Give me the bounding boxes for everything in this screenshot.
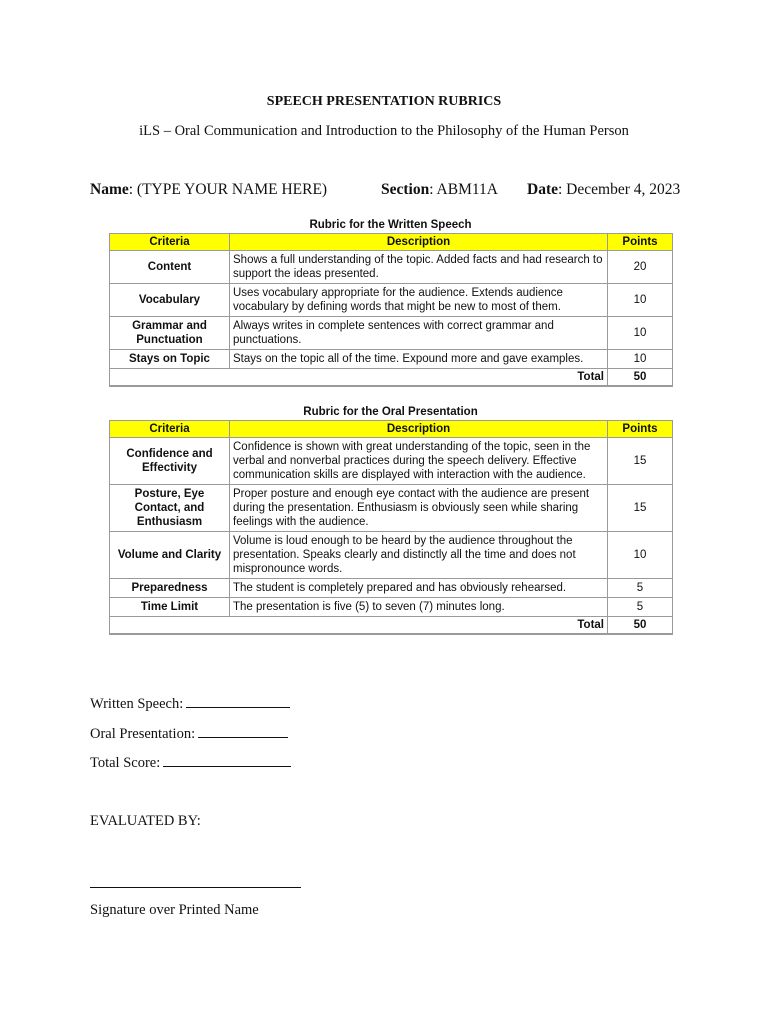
table-row: [110, 485, 673, 532]
criteria-header: Criteria: [110, 421, 230, 438]
criteria-cell: Stays on Topic: [110, 350, 230, 369]
criteria-header: Criteria: [110, 234, 230, 251]
name-label: Name: [90, 181, 129, 198]
criteria-cell: Vocabulary: [110, 284, 230, 317]
description-cell: Confidence is shown with great understanding of the topic, seen in the verbal and nonverbal practices during the speech delivery. Effective communication skills are displayed with interaction with the audience.: [230, 438, 608, 485]
description-header: Description: [230, 421, 608, 438]
total-row: [110, 369, 673, 387]
table-row: [110, 317, 673, 350]
table-row: [110, 438, 673, 485]
oral-rubric: [109, 405, 672, 635]
oral-rubric-table: [109, 420, 673, 635]
description-cell: Stays on the topic all of the time. Expound more and gave examples.: [230, 350, 608, 369]
table-row: [110, 350, 673, 369]
points-header: Points: [608, 234, 673, 251]
oral-presentation-blank[interactable]: [198, 725, 288, 738]
points-cell: 10: [608, 284, 673, 317]
criteria-cell: Volume and Clarity: [110, 532, 230, 579]
date-label: Date: [527, 181, 558, 198]
written-rubric-table: [109, 233, 673, 387]
table-row: [110, 579, 673, 598]
written-speech-score: [90, 695, 290, 713]
written-speech-blank[interactable]: [186, 695, 290, 708]
oral-presentation-label: Oral Presentation:: [90, 726, 196, 742]
points-cell: 5: [608, 579, 673, 598]
points-cell: 15: [608, 438, 673, 485]
total-label: Total: [230, 369, 608, 387]
document-title: SPEECH PRESENTATION RUBRICS: [266, 94, 502, 109]
points-cell: 10: [608, 532, 673, 579]
points-header: Points: [608, 421, 673, 438]
total-row: [110, 617, 673, 635]
table-header-row: [110, 421, 673, 438]
document-subtitle: iLS – Oral Communication and Introduction to the Philosophy of the Human Person: [139, 123, 629, 139]
table-row: [110, 598, 673, 617]
section-value: : ABM11A: [429, 181, 498, 198]
criteria-cell: Preparedness: [110, 579, 230, 598]
date-value: : December 4, 2023: [558, 181, 681, 198]
table-row: [110, 532, 673, 579]
description-header: Description: [230, 234, 608, 251]
total-points: 50: [608, 617, 673, 635]
points-cell: 10: [608, 317, 673, 350]
oral-presentation-score: [90, 725, 288, 743]
points-cell: 15: [608, 485, 673, 532]
signature-caption: Signature over Printed Name: [90, 902, 259, 918]
written-speech-label: Written Speech:: [90, 696, 184, 712]
description-cell: Volume is loud enough to be heard by the audience throughout the presentation. Speaks clearly and distinctly all the time and does not mispronounce words.: [230, 532, 608, 579]
criteria-cell: Posture, Eye Contact, and Enthusiasm: [110, 485, 230, 532]
total-score-blank[interactable]: [163, 754, 291, 767]
points-cell: 5: [608, 598, 673, 617]
description-cell: Shows a full understanding of the topic. Added facts and had research to support the ideas presented.: [230, 251, 608, 284]
section-label: Section: [381, 181, 430, 198]
criteria-cell: Grammar and Punctuation: [110, 317, 230, 350]
description-cell: The student is completely prepared and has obviously rehearsed.: [230, 579, 608, 598]
name-value: : (TYPE YOUR NAME HERE): [128, 181, 328, 198]
description-cell: The presentation is five (5) to seven (7) minutes long.: [230, 598, 608, 617]
criteria-cell: Content: [110, 251, 230, 284]
description-cell: Always writes in complete sentences with correct grammar and punctuations.: [230, 317, 608, 350]
criteria-cell: Confidence and Effectivity: [110, 438, 230, 485]
written-rubric-title: Rubric for the Written Speech: [309, 219, 472, 231]
total-spacer: [110, 369, 230, 387]
total-score-label: Total Score:: [90, 755, 161, 771]
points-cell: 10: [608, 350, 673, 369]
date-field: [527, 181, 680, 199]
table-row: [110, 251, 673, 284]
written-rubric: [109, 218, 672, 387]
name-field[interactable]: [90, 181, 327, 199]
oral-rubric-title: Rubric for the Oral Presentation: [303, 406, 478, 418]
total-spacer: [110, 617, 230, 635]
section-field: [381, 181, 498, 199]
description-cell: Uses vocabulary appropriate for the audience. Extends audience vocabulary by defining words that might be new to most of them.: [230, 284, 608, 317]
total-score: [90, 754, 291, 772]
total-label: Total: [230, 617, 608, 635]
description-cell: Proper posture and enough eye contact with the audience are present during the presentation. Enthusiasm is obviously seen while sharing feelings with the audience.: [230, 485, 608, 532]
table-header-row: [110, 234, 673, 251]
points-cell: 20: [608, 251, 673, 284]
table-row: [110, 284, 673, 317]
total-points: 50: [608, 369, 673, 387]
criteria-cell: Time Limit: [110, 598, 230, 617]
signature-line[interactable]: [90, 886, 301, 888]
evaluated-by-label: EVALUATED BY:: [90, 813, 201, 829]
